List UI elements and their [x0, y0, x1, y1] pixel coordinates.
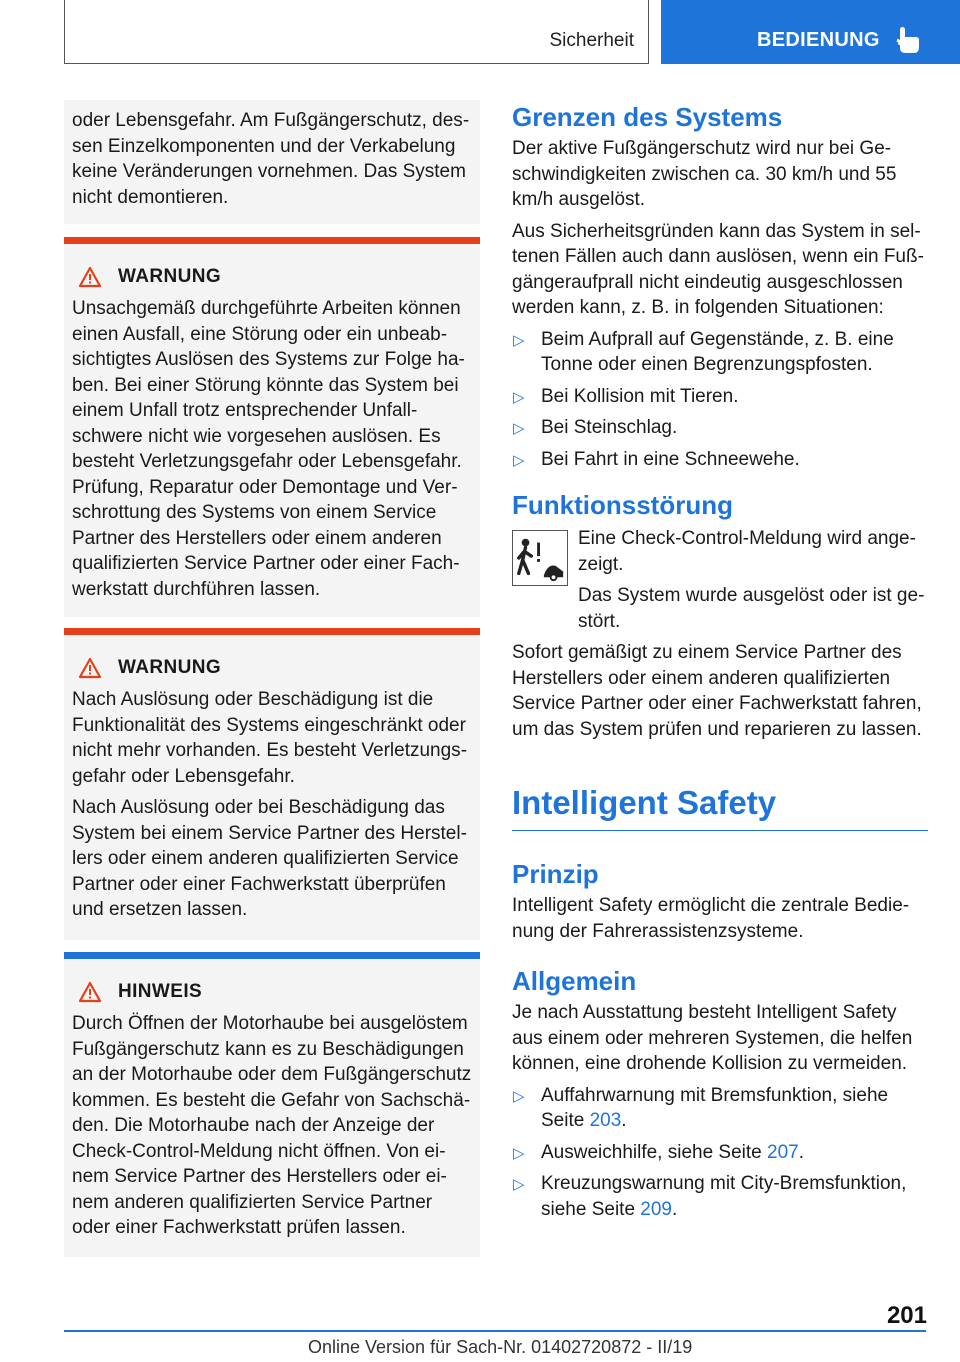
list-item-end: . — [798, 1141, 804, 1163]
warning-text-2: Nach Auslösung oder bei Beschädigung das System bei einem Service Partner des Herstellers oder einem anderen qualifizierten Service Partner oder einer Fachwerkstatt überprüfen und ersetzen lassen. — [72, 797, 467, 920]
pedestrian-protection-warning-icon — [512, 530, 568, 586]
list-item-end: . — [672, 1198, 678, 1220]
list-item-text: Kreuzungswarnung mit City-Bremsfunktion, siehe Seite — [541, 1173, 907, 1220]
list-item — [512, 1171, 928, 1222]
warning-box-1 — [64, 237, 480, 617]
triangle-bullet-icon: ▷ — [513, 1176, 525, 1193]
warning-triangle-icon — [78, 266, 102, 288]
malfunction-line-1: Eine Check-Control-Meldung wird angezeigt. — [578, 528, 916, 575]
list-item — [512, 327, 928, 378]
hint-box — [64, 952, 480, 1257]
intro-box — [64, 100, 480, 224]
intelligent-safety-title: Intelligent Safety — [512, 782, 928, 831]
malfunction-line-2: Das System wurde ausgelöst oder ist gestört. — [578, 585, 925, 632]
malfunction-message — [578, 526, 928, 634]
hint-label: HINWEIS — [118, 981, 203, 1002]
triangle-bullet-icon: ▷ — [513, 388, 525, 406]
intro-text: oder Lebensgefahr. Am Fußgängerschutz, dessen Einzelkomponenten und der Verkabelung keine Veränderungen vornehmen. Das System nicht demontieren. — [72, 110, 470, 208]
warning-triangle-icon — [78, 981, 102, 1003]
page-link[interactable]: 203 — [589, 1110, 622, 1131]
page-link[interactable]: 209 — [640, 1198, 672, 1220]
malfunction-heading: Funktionsstörung — [512, 490, 733, 520]
left-column — [64, 100, 480, 1238]
triangle-bullet-icon: ▷ — [513, 420, 525, 437]
list-item-text: Bei Fahrt in eine Schneewehe. — [541, 448, 800, 470]
malfunction-row — [512, 526, 928, 634]
hint-header — [78, 979, 473, 1005]
list-item — [512, 1083, 928, 1134]
chapter-tab[interactable] — [661, 0, 960, 64]
warning-text-1: Nach Auslösung oder Beschädigung ist die Funktionalität des Systems eingeschränkt oder nicht mehr vorhanden. Es besteht Verletzungsgefahr oder Lebensgefahr. — [72, 689, 468, 787]
triangle-bullet-icon: ▷ — [513, 1144, 525, 1162]
warning-header — [78, 264, 473, 290]
limits-heading: Grenzen des Systems — [512, 102, 783, 132]
hand-pointer-icon — [895, 26, 921, 54]
general-heading: Allgemein — [512, 966, 637, 996]
triangle-bullet-icon: ▷ — [513, 1087, 525, 1105]
list-item — [512, 447, 928, 473]
triangle-bullet-icon: ▷ — [513, 331, 525, 349]
systems-list — [512, 1083, 928, 1223]
list-item — [512, 1140, 928, 1166]
list-item-text: Auffahrwarnung mit Bremsfunktion, siehe Seite — [541, 1084, 889, 1131]
limits-text-2: Aus Sicherheitsgründen kann das System in seltenen Fällen auch dann auslösen, wenn ein Fußgängeraufprall nicht eindeutig ausgeschlossen werden kann, z. B. in folgenden Situationen: — [512, 220, 924, 318]
warning-label: WARNUNG — [118, 266, 222, 287]
principle-heading: Prinzip — [512, 859, 599, 889]
malfunction-text: Sofort gemäßigt zu einem Service Partner des Herstellers oder einem anderen qualifizierten Service Partner oder einer Fachwerkstatt fahren, um das System prüfen und reparieren zu lassen. — [512, 642, 922, 740]
list-item — [512, 415, 928, 441]
footer-divider — [64, 1330, 926, 1332]
list-item-text: Beim Aufprall auf Gegenstände, z. B. eine Tonne oder einen Begrenzungspfosten. — [541, 328, 894, 375]
page-link[interactable]: 207 — [767, 1141, 799, 1163]
online-version-text: Online Version für Sach-Nr. 01402720872 - II/19 — [308, 1337, 693, 1357]
warning-header — [78, 655, 473, 681]
triangle-bullet-icon: ▷ — [513, 451, 525, 469]
right-column — [512, 100, 928, 1228]
warning-text: Unsachgemäß durchgeführte Arbeiten können einen Ausfall, eine Störung oder ein unbeabsichtigtes Auslösen des Systems zur Folge haben. Bei einer Störung könnte das System bei einem Unfall trotz entsprechender Unfallschwere nicht wie vorgesehen auslösen. Es besteht Verletzungsgefahr oder Lebensgefahr. Prüfung, Reparatur oder Demontage und Verschrottung des Systems von einem Service Partner des Herstellers oder einem anderen qualifizierten Service Partner oder einer Fachwerkstatt durchführen lassen. — [72, 298, 465, 600]
warning-label: WARNUNG — [118, 657, 222, 678]
list-item-text: Ausweichhilfe, siehe Seite — [541, 1141, 768, 1163]
warning-box-2 — [64, 628, 480, 940]
limits-list — [512, 327, 928, 473]
list-item-text: Bei Steinschlag. — [541, 417, 678, 438]
chapter-tab-label: BEDIENUNG — [757, 29, 880, 51]
limits-text-1: Der aktive Fußgängerschutz wird nur bei Geschwindigkeiten zwischen ca. 30 km/h und 55 km/h ausgelöst. — [512, 138, 897, 210]
section-title: Sicherheit — [549, 30, 634, 51]
list-item — [512, 384, 928, 410]
header-section-box — [64, 0, 649, 64]
principle-text: Intelligent Safety ermöglicht die zentrale Bedienung der Fahrerassistenzsysteme. — [512, 895, 910, 942]
page-number: 201 — [886, 1302, 927, 1329]
warning-triangle-icon — [78, 657, 102, 679]
list-item-text: Bei Kollision mit Tieren. — [541, 385, 739, 407]
hint-text: Durch Öffnen der Motorhaube bei ausgelöstem Fußgängerschutz kann es zu Beschädigungen an der Motorhaube oder dem Fußgängerschutz kommen. Es besteht die Gefahr von Sachschäden. Die Motorhaube nach der Anzeige der Check-Control-Meldung nicht öffnen. Von einem Service Partner des Herstellers oder einem anderen qualifizierten Service Partner oder einer Fachwerkstatt prüfen lassen. — [72, 1013, 472, 1238]
list-item-end: . — [621, 1110, 627, 1131]
general-text: Je nach Ausstattung besteht Intelligent Safety aus einem oder mehreren Systemen, die helfen können, eine drohende Kollision zu vermeiden. — [512, 1002, 913, 1074]
